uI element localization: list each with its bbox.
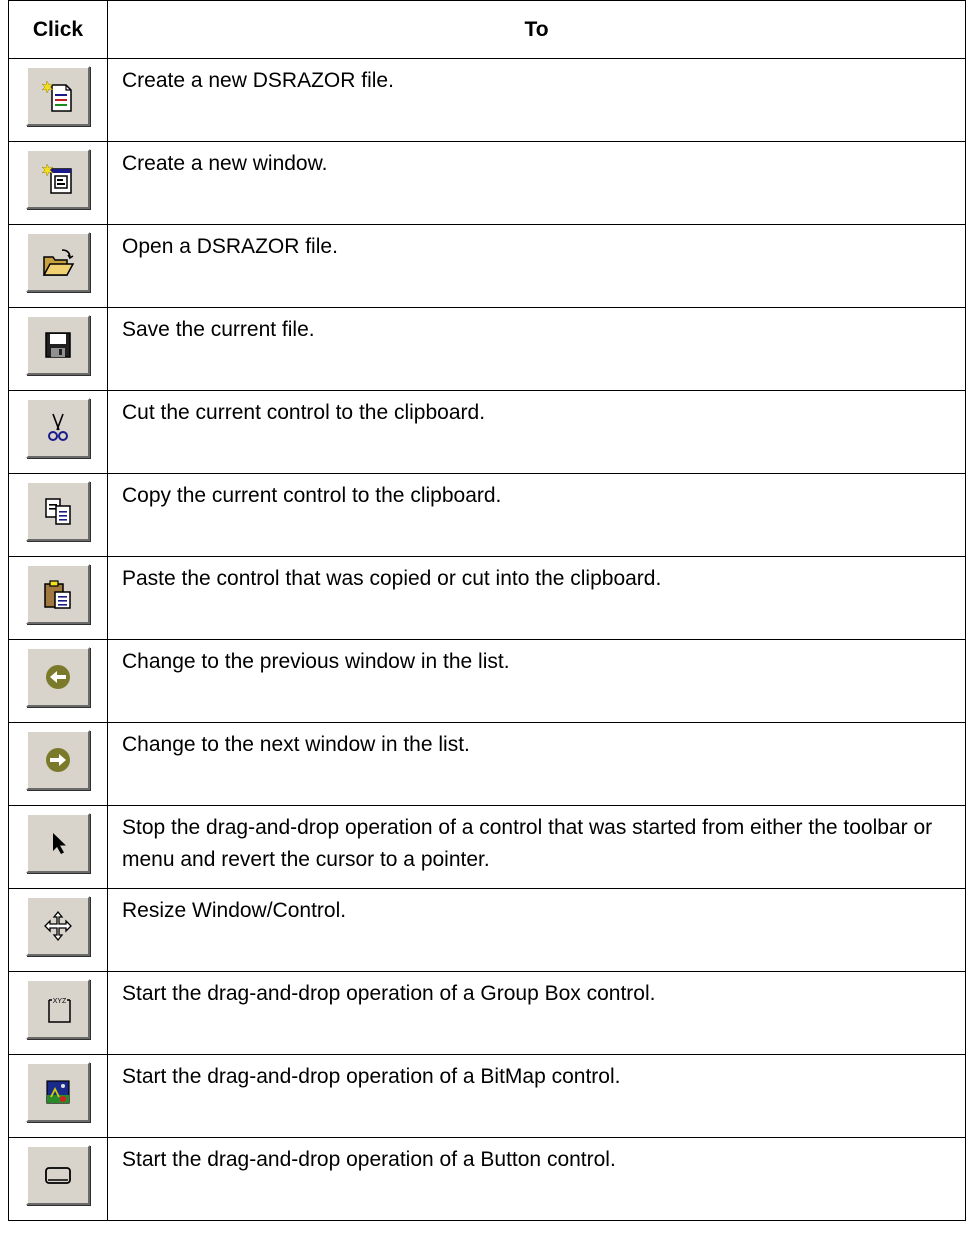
new-file-icon (41, 79, 75, 113)
table-row (9, 640, 966, 723)
copy-icon (41, 494, 75, 528)
next-window-button[interactable] (26, 730, 90, 790)
table-row (9, 474, 966, 557)
row-description: Copy the current control to the clipboard. (108, 474, 966, 557)
new-window-button[interactable] (26, 149, 90, 209)
table-row (9, 972, 966, 1055)
group-box-icon (41, 992, 75, 1026)
row-description: Change to the next window in the list. (108, 723, 966, 806)
table-row (9, 308, 966, 391)
save-button[interactable] (26, 315, 90, 375)
group-box-icon-label: XYZ (52, 998, 67, 1005)
row-description: Save the current file. (108, 308, 966, 391)
paste-button[interactable] (26, 564, 90, 624)
cut-button[interactable] (26, 398, 90, 458)
table-row (9, 557, 966, 640)
open-file-button[interactable] (26, 232, 90, 292)
scissors-cut-icon (41, 411, 75, 445)
next-arrow-icon (41, 743, 75, 777)
new-file-button[interactable] (26, 66, 90, 126)
row-description: Create a new window. (108, 142, 966, 225)
row-description: Paste the control that was copied or cut into the clipboard. (108, 557, 966, 640)
row-description: Start the drag-and-drop operation of a Group Box control. (108, 972, 966, 1055)
button-control-button[interactable] (26, 1145, 90, 1205)
table-header-row (9, 1, 966, 59)
row-description: Start the drag-and-drop operation of a BitMap control. (108, 1055, 966, 1138)
table-row (9, 391, 966, 474)
bitmap-picture-icon (41, 1075, 75, 1109)
table-row (9, 723, 966, 806)
resize-move-icon (41, 909, 75, 943)
table-row (9, 806, 966, 889)
new-window-icon (41, 162, 75, 196)
group-box-button[interactable] (26, 979, 90, 1039)
row-description: Cut the current control to the clipboard. (108, 391, 966, 474)
button-control-icon (41, 1158, 75, 1192)
pointer-arrow-icon (41, 826, 75, 860)
row-description: Change to the previous window in the list. (108, 640, 966, 723)
save-disk-icon (41, 328, 75, 362)
header-to: To (108, 1, 966, 59)
row-description: Resize Window/Control. (108, 889, 966, 972)
copy-button[interactable] (26, 481, 90, 541)
previous-arrow-icon (41, 660, 75, 694)
table-row (9, 59, 966, 142)
row-description: Create a new DSRAZOR file. (108, 59, 966, 142)
open-folder-icon (41, 245, 75, 279)
row-description: Open a DSRAZOR file. (108, 225, 966, 308)
table-row (9, 225, 966, 308)
header-click: Click (9, 1, 108, 59)
paste-clipboard-icon (41, 577, 75, 611)
table-row (9, 889, 966, 972)
previous-window-button[interactable] (26, 647, 90, 707)
table-row (9, 1055, 966, 1138)
row-description: Stop the drag-and-drop operation of a control that was started from either the toolbar or menu and revert the cursor to a pointer. (108, 806, 966, 889)
bitmap-button[interactable] (26, 1062, 90, 1122)
resize-button[interactable] (26, 896, 90, 956)
table-row (9, 142, 966, 225)
row-description: Start the drag-and-drop operation of a Button control. (108, 1138, 966, 1221)
table-row (9, 1138, 966, 1221)
toolbar-reference-table (8, 0, 966, 1221)
pointer-button[interactable] (26, 813, 90, 873)
